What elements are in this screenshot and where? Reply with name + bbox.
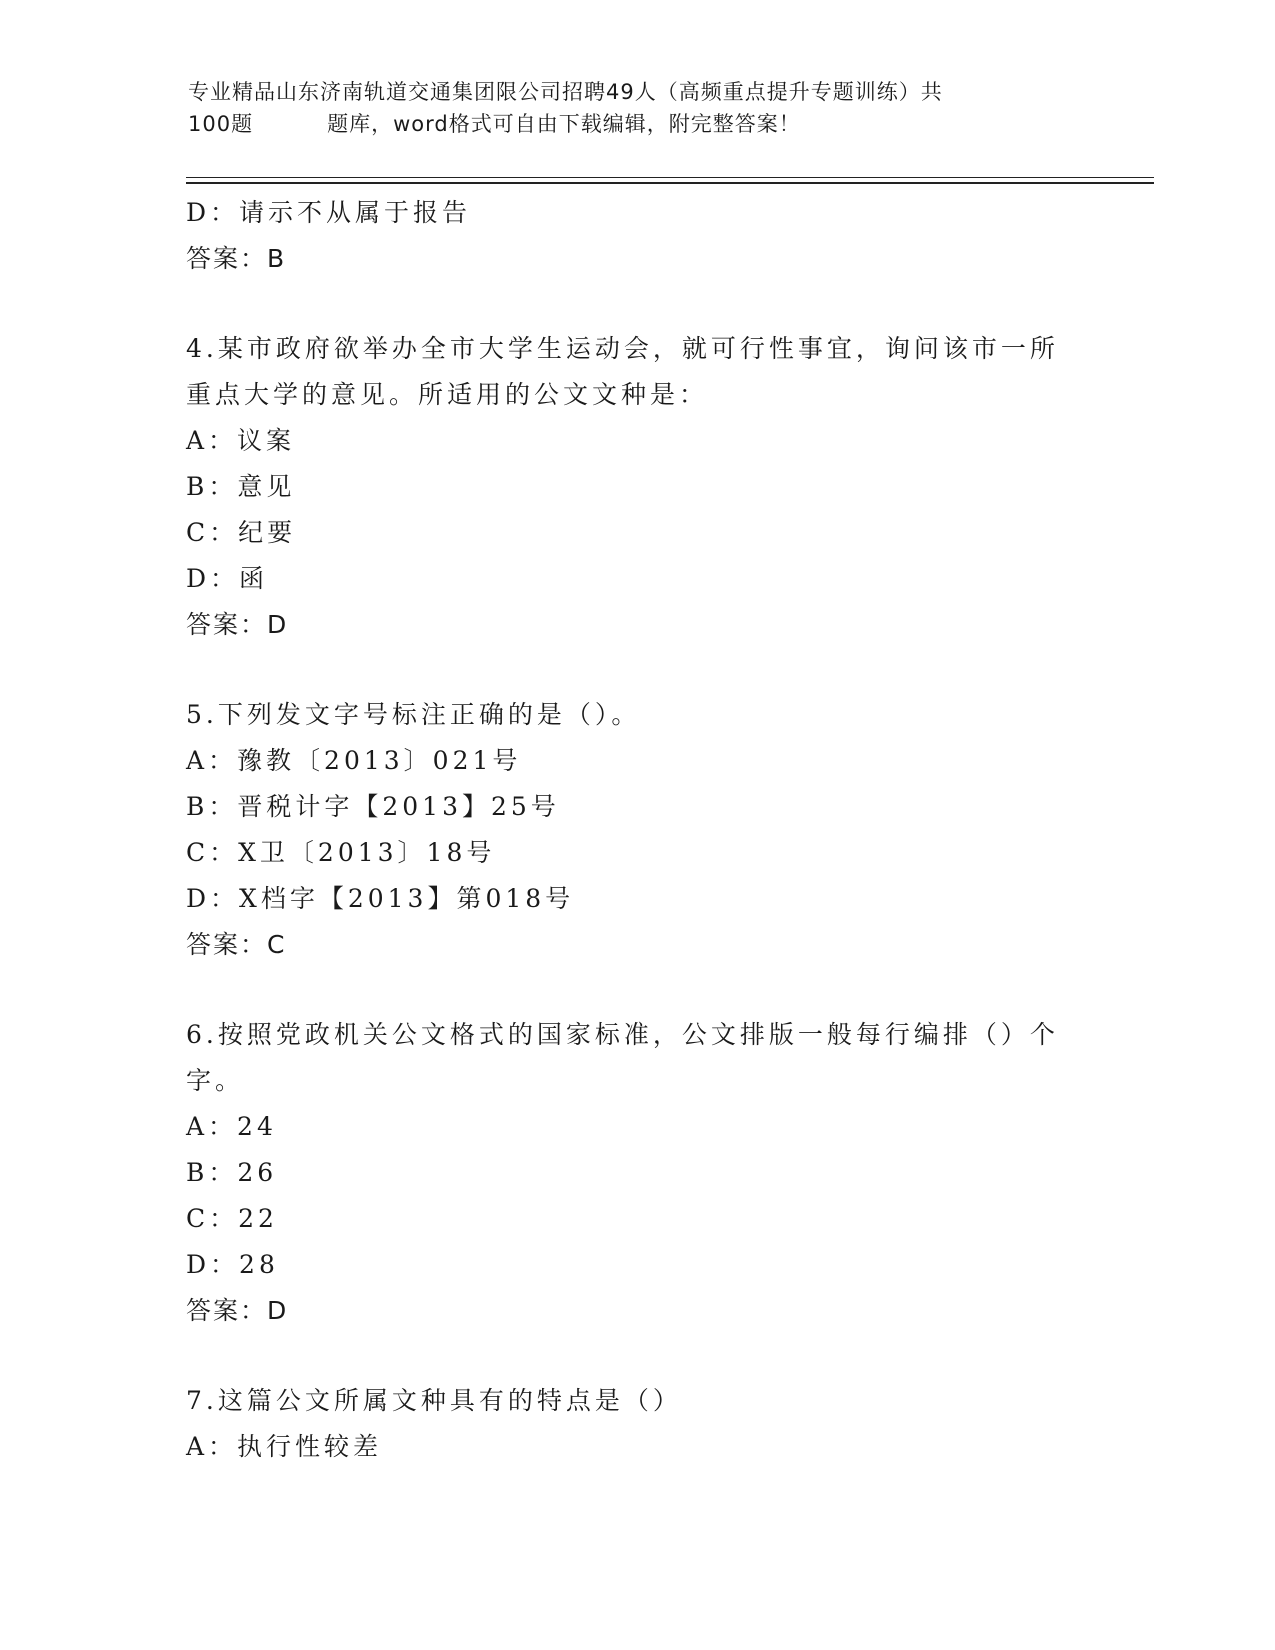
option-a: A：议案 [186,426,296,455]
option-b: B：26 [186,1158,278,1187]
question-text: 字。 [186,1066,245,1095]
question-text: 7.这篇公文所属文种具有的特点是（） [186,1386,682,1415]
option-b: B：晋税计字【2013】25号 [186,792,560,821]
question-block [186,1378,1086,1470]
answer-line: 答案：C [186,930,287,959]
option-d: D：28 [186,1250,279,1279]
header-rule-thick [186,182,1154,184]
header-line-2 [188,108,1068,140]
question-content [186,190,1086,1470]
question-line: D：请示不从属于报告 [186,198,472,227]
question-block [186,190,1086,282]
option-d: D：X档字【2013】第018号 [186,884,575,913]
question-text: 重点大学的意见。所适用的公文文种是： [186,380,709,409]
answer-line: 答案：D [186,610,289,639]
question-block [186,1012,1086,1334]
header-line-2-a: 100题 [188,112,254,136]
option-a: A：执行性较差 [186,1432,383,1461]
option-a: A：24 [186,1112,277,1141]
question-text: 4.某市政府欲举办全市大学生运动会，就可行性事宜，询问该市一所 [186,334,1059,363]
option-c: C：22 [186,1204,278,1233]
question-text: 5.下列发文字号标注正确的是（）。 [186,700,641,729]
answer-line: 答案：D [186,1296,289,1325]
answer-line: 答案：B [186,244,287,273]
option-a: A：豫教〔2013〕021号 [186,746,522,775]
question-block [186,692,1086,968]
question-block [186,326,1086,648]
header-line-1: 专业精品山东济南轨道交通集团限公司招聘49人（高频重点提升专题训练）共 [188,80,943,104]
document-header [188,76,1068,140]
header-line-2-b: 题库，word格式可自由下载编辑，附完整答案！ [327,112,801,136]
option-c: C：X卫〔2013〕18号 [186,838,496,867]
option-b: B：意见 [186,472,296,501]
header-rule-thin [186,177,1154,178]
option-d: D：函 [186,564,269,593]
question-text: 6.按照党政机关公文格式的国家标准，公文排版一般每行编排（）个 [186,1020,1059,1049]
option-c: C：纪要 [186,518,297,547]
